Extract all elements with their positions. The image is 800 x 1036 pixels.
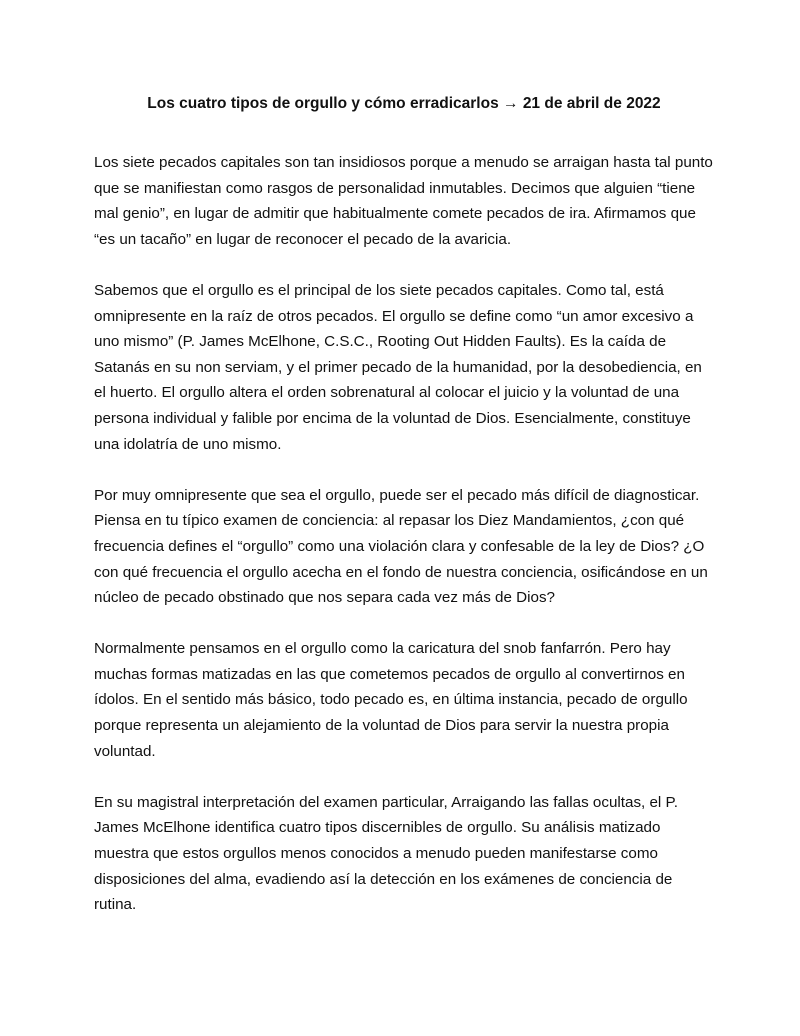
paragraph-1: Los siete pecados capitales son tan insidiosos porque a menudo se arraigan hasta tal punto que se manifiestan como rasgos de personalidad inmutables. Decimos que alguien “tiene mal genio”, en lugar de admitir que habitualmente comete pecados de ira. Afirmamos que “es un tacaño” en lugar de reconocer el pecado de la avaricia. [94,154,713,248]
paragraph-3: Por muy omnipresente que sea el orgullo, puede ser el pecado más difícil de diagnosticar. Piensa en tu típico examen de conciencia: al repasar los Diez Mandamientos, ¿con qué frecuencia defines el “orgullo” como una violación clara y confesable de la ley de Dios? ¿O con qué frecuencia el orgullo acecha en el fondo de nuestra conciencia, osificándose en un núcleo de pecado obstinado que nos separa cada vez más de Dios? [94,486,708,607]
document-page [94,92,714,918]
paragraph-4: Normalmente pensamos en el orgullo como la caricatura del snob fanfarrón. Pero hay muchas formas matizadas en las que cometemos pecados de orgullo al convertirnos en ídolos. En el sentido más básico, todo pecado es, en última instancia, pecado de orgullo porque representa un alejamiento de la voluntad de Dios para servir la nuestra propia voluntad. [94,640,688,760]
paragraph-5: En su magistral interpretación del examen particular, Arraigando las fallas ocultas, el P. James McElhone identifica cuatro tipos discernibles de orgullo. Su análisis matizado muestra que estos orgullos menos conocidos a menudo pueden manifestarse como disposiciones del alma, evadiendo así la detección en los exámenes de conciencia de rutina. [94,793,678,914]
document-title: Los cuatro tipos de orgullo y cómo erradicarlos → 21 de abril de 2022 [147,95,661,112]
paragraph-2: Sabemos que el orgullo es el principal de los siete pecados capitales. Como tal, está omnipresente en la raíz de otros pecados. El orgullo se define como “un amor excesivo a uno mismo” (P. James McElhone, C.S.C., Rooting Out Hidden Faults). Es la caída de Satanás en su non serviam, y el primer pecado de la humanidad, por la desobediencia, en el huerto. El orgullo altera el orden sobrenatural al colocar el juicio y la voluntad de una persona individual y falible por encima de la voluntad de Dios. Esencialmente, constituye una idolatría de uno mismo. [94,281,702,453]
